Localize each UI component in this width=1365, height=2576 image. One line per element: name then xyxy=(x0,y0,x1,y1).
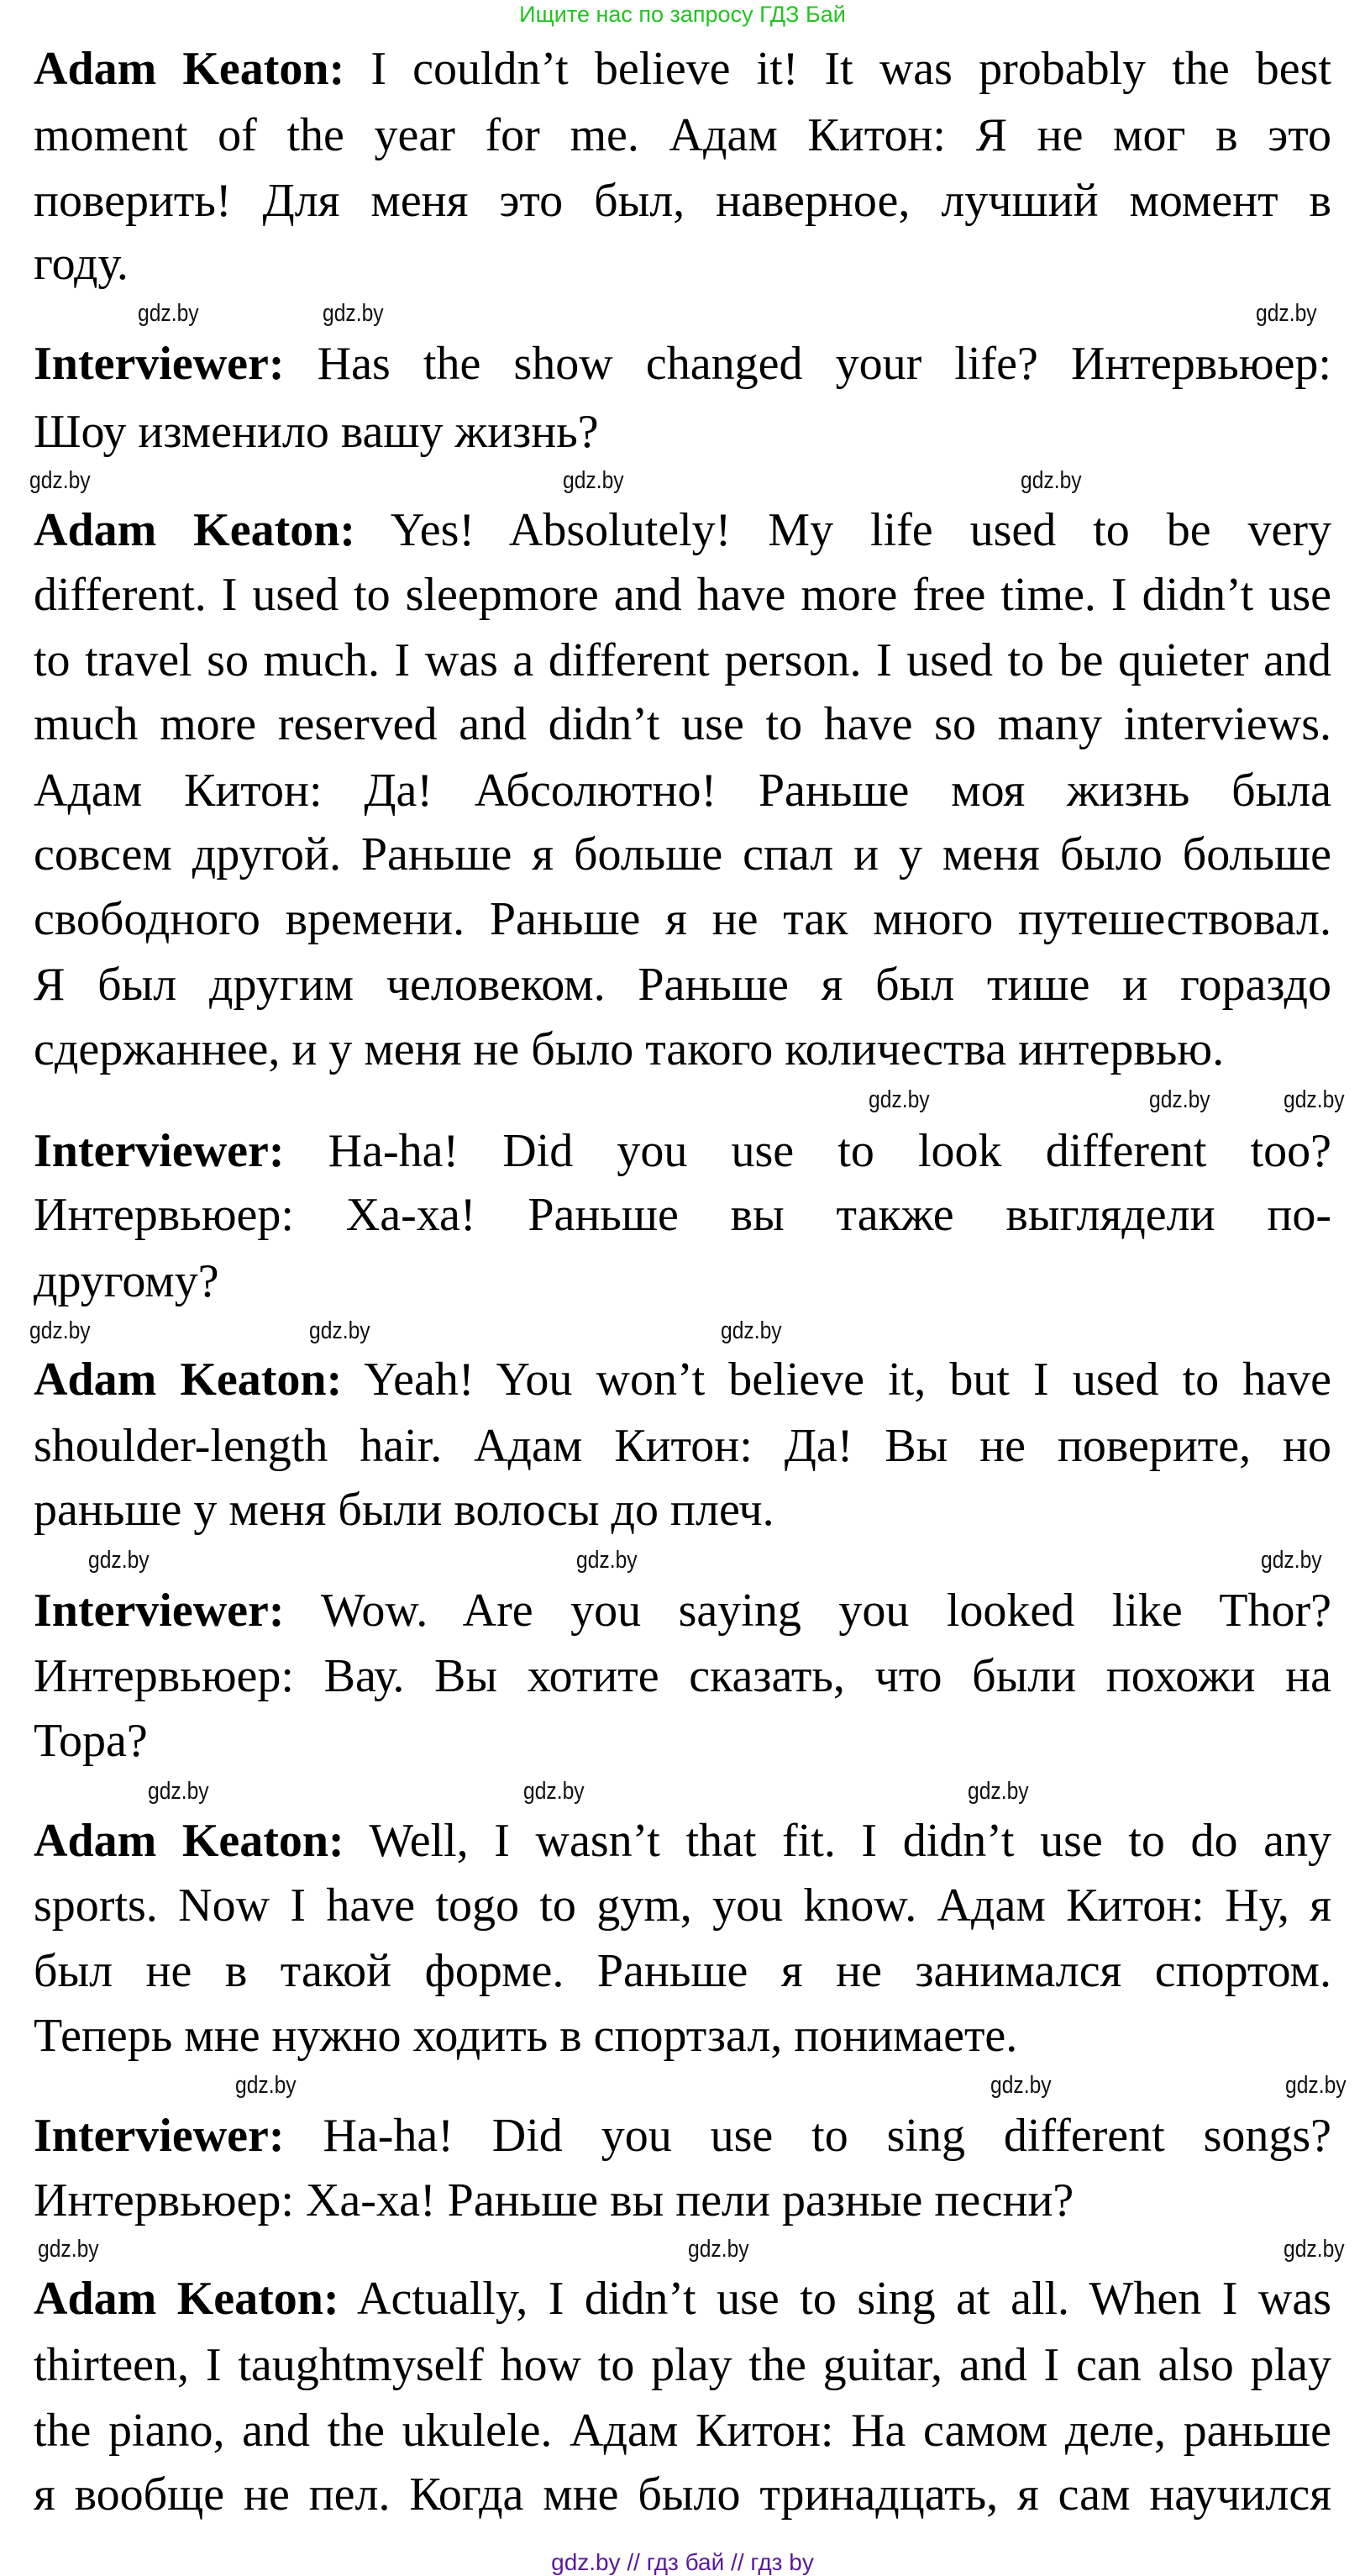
text-line-content xyxy=(34,1256,219,1306)
line-text: другому? xyxy=(34,1254,219,1307)
line-text: Yes! Absolutely! My life used to be very xyxy=(390,504,1332,557)
text-line xyxy=(34,1354,1331,1405)
watermark: gdz.by xyxy=(309,1317,370,1344)
text-line-content xyxy=(34,1716,148,1766)
text-line-content xyxy=(34,1024,1224,1075)
text-line xyxy=(34,176,1331,226)
speaker-label: Interviewer: xyxy=(34,1584,285,1637)
text-line-content xyxy=(34,2175,1074,2226)
watermark: gdz.by xyxy=(29,467,91,495)
text-line-content xyxy=(34,44,1331,94)
line-text: Шоу изменило вашу жизнь? xyxy=(34,405,599,458)
text-line xyxy=(34,1585,1331,1636)
text-line-content xyxy=(34,505,1331,555)
line-text: shoulder-length hair. Адам Китон: Да! Вы не поверите, но xyxy=(34,1419,1331,1472)
text-line xyxy=(34,1816,1331,1866)
text-line xyxy=(34,2175,1331,2226)
watermark: gdz.by xyxy=(1284,1086,1345,1114)
line-text: Тора? xyxy=(34,1714,148,1767)
text-line xyxy=(34,570,1331,620)
speaker-label: Interviewer: xyxy=(34,2110,285,2163)
text-line-content xyxy=(34,110,1331,160)
watermark: gdz.by xyxy=(990,2072,1053,2100)
text-line xyxy=(34,829,1331,880)
line-text: Well, I wasn’t that fit. I didn’t use to do any xyxy=(369,1815,1331,1868)
line-text: moment of the year for me. Адам Китон: Я не мог в это xyxy=(34,108,1331,161)
text-line xyxy=(34,1651,1331,1701)
line-text: Интервьюер: Вау. Вы хотите сказать, что были похожи на xyxy=(34,1650,1331,1703)
speaker-label: Adam Keaton: xyxy=(34,2273,339,2326)
speaker-label: Interviewer: xyxy=(34,338,285,391)
watermark: gdz.by xyxy=(1148,1086,1210,1114)
text-line-content xyxy=(34,1816,1331,1866)
watermark: gdz.by xyxy=(1284,2236,1345,2263)
line-text: году. xyxy=(34,237,129,290)
text-line-content xyxy=(34,1585,1331,1636)
text-line-content xyxy=(34,1126,1331,1176)
speaker-label: Adam Keaton: xyxy=(34,1815,344,1868)
text-line-content xyxy=(34,1421,1331,1471)
watermark: gdz.by xyxy=(687,2236,749,2263)
text-line xyxy=(34,1946,1331,1996)
line-text: Интервьюер: Ха-ха! Раньше вы пели разные песни? xyxy=(34,2174,1074,2226)
text-line-content xyxy=(34,2274,1331,2324)
speaker-label: Adam Keaton: xyxy=(34,43,345,96)
line-text: Интервьюер: Ха-ха! Раньше вы также выглядели по- xyxy=(34,1189,1331,1242)
text-line-content xyxy=(34,1946,1331,1996)
watermark: gdz.by xyxy=(1256,300,1317,328)
text-line-content xyxy=(34,765,1331,816)
line-text: совсем другой. Раньше я больше спал и у меня было больше xyxy=(34,828,1331,881)
watermark: gdz.by xyxy=(575,1547,638,1575)
speaker-label: Adam Keaton: xyxy=(34,504,356,557)
line-text: Yeah! You won’t believe it, but I used to have xyxy=(364,1354,1332,1406)
line-text: свободного времени. Раньше я не так много путешествовал. xyxy=(34,892,1331,945)
text-line-content xyxy=(34,2011,1017,2061)
text-line-content xyxy=(34,959,1331,1010)
watermark: gdz.by xyxy=(869,1086,931,1114)
text-line xyxy=(34,1880,1331,1931)
text-line-content xyxy=(34,2469,1331,2520)
watermark: gdz.by xyxy=(147,1777,209,1805)
text-line xyxy=(34,505,1331,555)
line-text: я вообще не пел. Когда мне было тринадцать, я сам научился xyxy=(34,2468,1331,2521)
text-line xyxy=(34,44,1331,94)
line-text: Ha-ha! Did you use to look different too? xyxy=(328,1125,1332,1178)
text-line xyxy=(34,1421,1331,1471)
text-line xyxy=(34,239,1331,289)
text-line xyxy=(34,1716,1331,1766)
line-text: Actually, I didn’t use to sing at all. When I was xyxy=(357,2273,1331,2326)
line-text: different. I used to sleepmore and have more free time. I didn’t use xyxy=(34,568,1331,621)
line-text: Адам Китон: Да! Абсолютно! Раньше моя жизнь была xyxy=(34,764,1331,817)
text-line-content xyxy=(34,2405,1331,2456)
text-line xyxy=(34,1126,1331,1176)
text-line-content xyxy=(34,339,1331,389)
site-footer[interactable]: gdz.by // гдз бай // гдз by xyxy=(551,2549,814,2575)
speaker-label: Adam Keaton: xyxy=(34,1354,343,1406)
text-line xyxy=(34,959,1331,1010)
text-line xyxy=(34,407,1331,457)
line-text: the piano, and the ukulele. Адам Китон: На самом деле, раньше xyxy=(34,2404,1331,2457)
text-line xyxy=(34,1485,1331,1535)
text-line-content xyxy=(34,239,129,289)
text-line xyxy=(34,2111,1331,2161)
text-line-content xyxy=(34,176,1331,226)
line-text: был не в такой форме. Раньше я не занимался спортом. xyxy=(34,1945,1331,1998)
text-line xyxy=(34,2405,1331,2456)
text-line xyxy=(34,2011,1331,2061)
text-line xyxy=(34,894,1331,944)
watermark: gdz.by xyxy=(1285,2072,1347,2100)
text-line xyxy=(34,2469,1331,2520)
watermark: gdz.by xyxy=(522,1777,585,1805)
line-text: Теперь мне нужно ходить в спортзал, понимаете. xyxy=(34,2009,1018,2062)
line-text: to travel so much. I was a different person. I used to be quieter and xyxy=(34,633,1331,686)
text-line-content xyxy=(34,1651,1331,1701)
watermark: gdz.by xyxy=(1260,1547,1322,1575)
watermark: gdz.by xyxy=(29,1317,91,1344)
text-line-content xyxy=(34,1354,1331,1405)
text-line-content xyxy=(34,635,1331,686)
watermark: gdz.by xyxy=(88,1547,150,1575)
text-line-content xyxy=(34,2111,1331,2161)
text-line-content xyxy=(34,699,1331,749)
speaker-label: Interviewer: xyxy=(34,1125,285,1178)
text-line-content xyxy=(34,570,1331,620)
line-text: раньше у меня были волосы до плеч. xyxy=(34,1484,774,1537)
text-line xyxy=(34,1190,1331,1240)
text-line-content xyxy=(34,407,599,457)
line-text: Ha-ha! Did you use to sing different songs? xyxy=(323,2110,1332,2163)
watermark: gdz.by xyxy=(138,300,199,328)
watermark: gdz.by xyxy=(562,467,624,495)
text-line-content xyxy=(34,894,1331,944)
text-line xyxy=(34,1024,1331,1075)
watermark: gdz.by xyxy=(1020,467,1082,495)
line-text: Wow. Are you saying you looked like Thor? xyxy=(321,1584,1331,1637)
watermark: gdz.by xyxy=(234,2072,297,2100)
line-text: поверить! Для меня это был, наверное, лучший момент в xyxy=(34,175,1331,228)
line-text: Я был другим человеком. Раньше я был тише и гораздо xyxy=(34,959,1331,1012)
line-text: I couldn’t believe it! It was probably the best xyxy=(370,43,1332,96)
line-text: Has the show changed your life? Интервьюер: xyxy=(317,338,1331,391)
watermark: gdz.by xyxy=(37,2236,99,2263)
text-line xyxy=(34,1256,1331,1306)
text-line xyxy=(34,110,1331,160)
watermark: gdz.by xyxy=(322,300,384,328)
text-line xyxy=(34,765,1331,816)
text-line xyxy=(34,699,1331,749)
text-line-content xyxy=(34,1190,1331,1240)
watermark: gdz.by xyxy=(721,1317,782,1344)
line-text: сдержаннее, и у меня не было такого количества интервью. xyxy=(34,1023,1225,1075)
text-line xyxy=(34,2274,1331,2324)
text-line-content xyxy=(34,829,1331,880)
text-line xyxy=(34,2340,1331,2390)
text-line xyxy=(34,635,1331,686)
line-text: sports. Now I have togo to gym, you know. Адам Китон: Ну, я xyxy=(34,1879,1331,1932)
text-line-content xyxy=(34,1880,1331,1931)
text-line xyxy=(34,339,1331,389)
line-text: thirteen, I taughtmyself how to play the guitar, and I can also play xyxy=(34,2338,1331,2391)
text-line-content xyxy=(34,2340,1331,2390)
line-text: much more reserved and didn’t use to have so many interviews. xyxy=(34,698,1331,751)
search-hint-header: Ищите нас по запросу ГДЗ Бай xyxy=(519,2,846,27)
watermark: gdz.by xyxy=(968,1777,1029,1805)
text-line-content xyxy=(34,1485,774,1535)
